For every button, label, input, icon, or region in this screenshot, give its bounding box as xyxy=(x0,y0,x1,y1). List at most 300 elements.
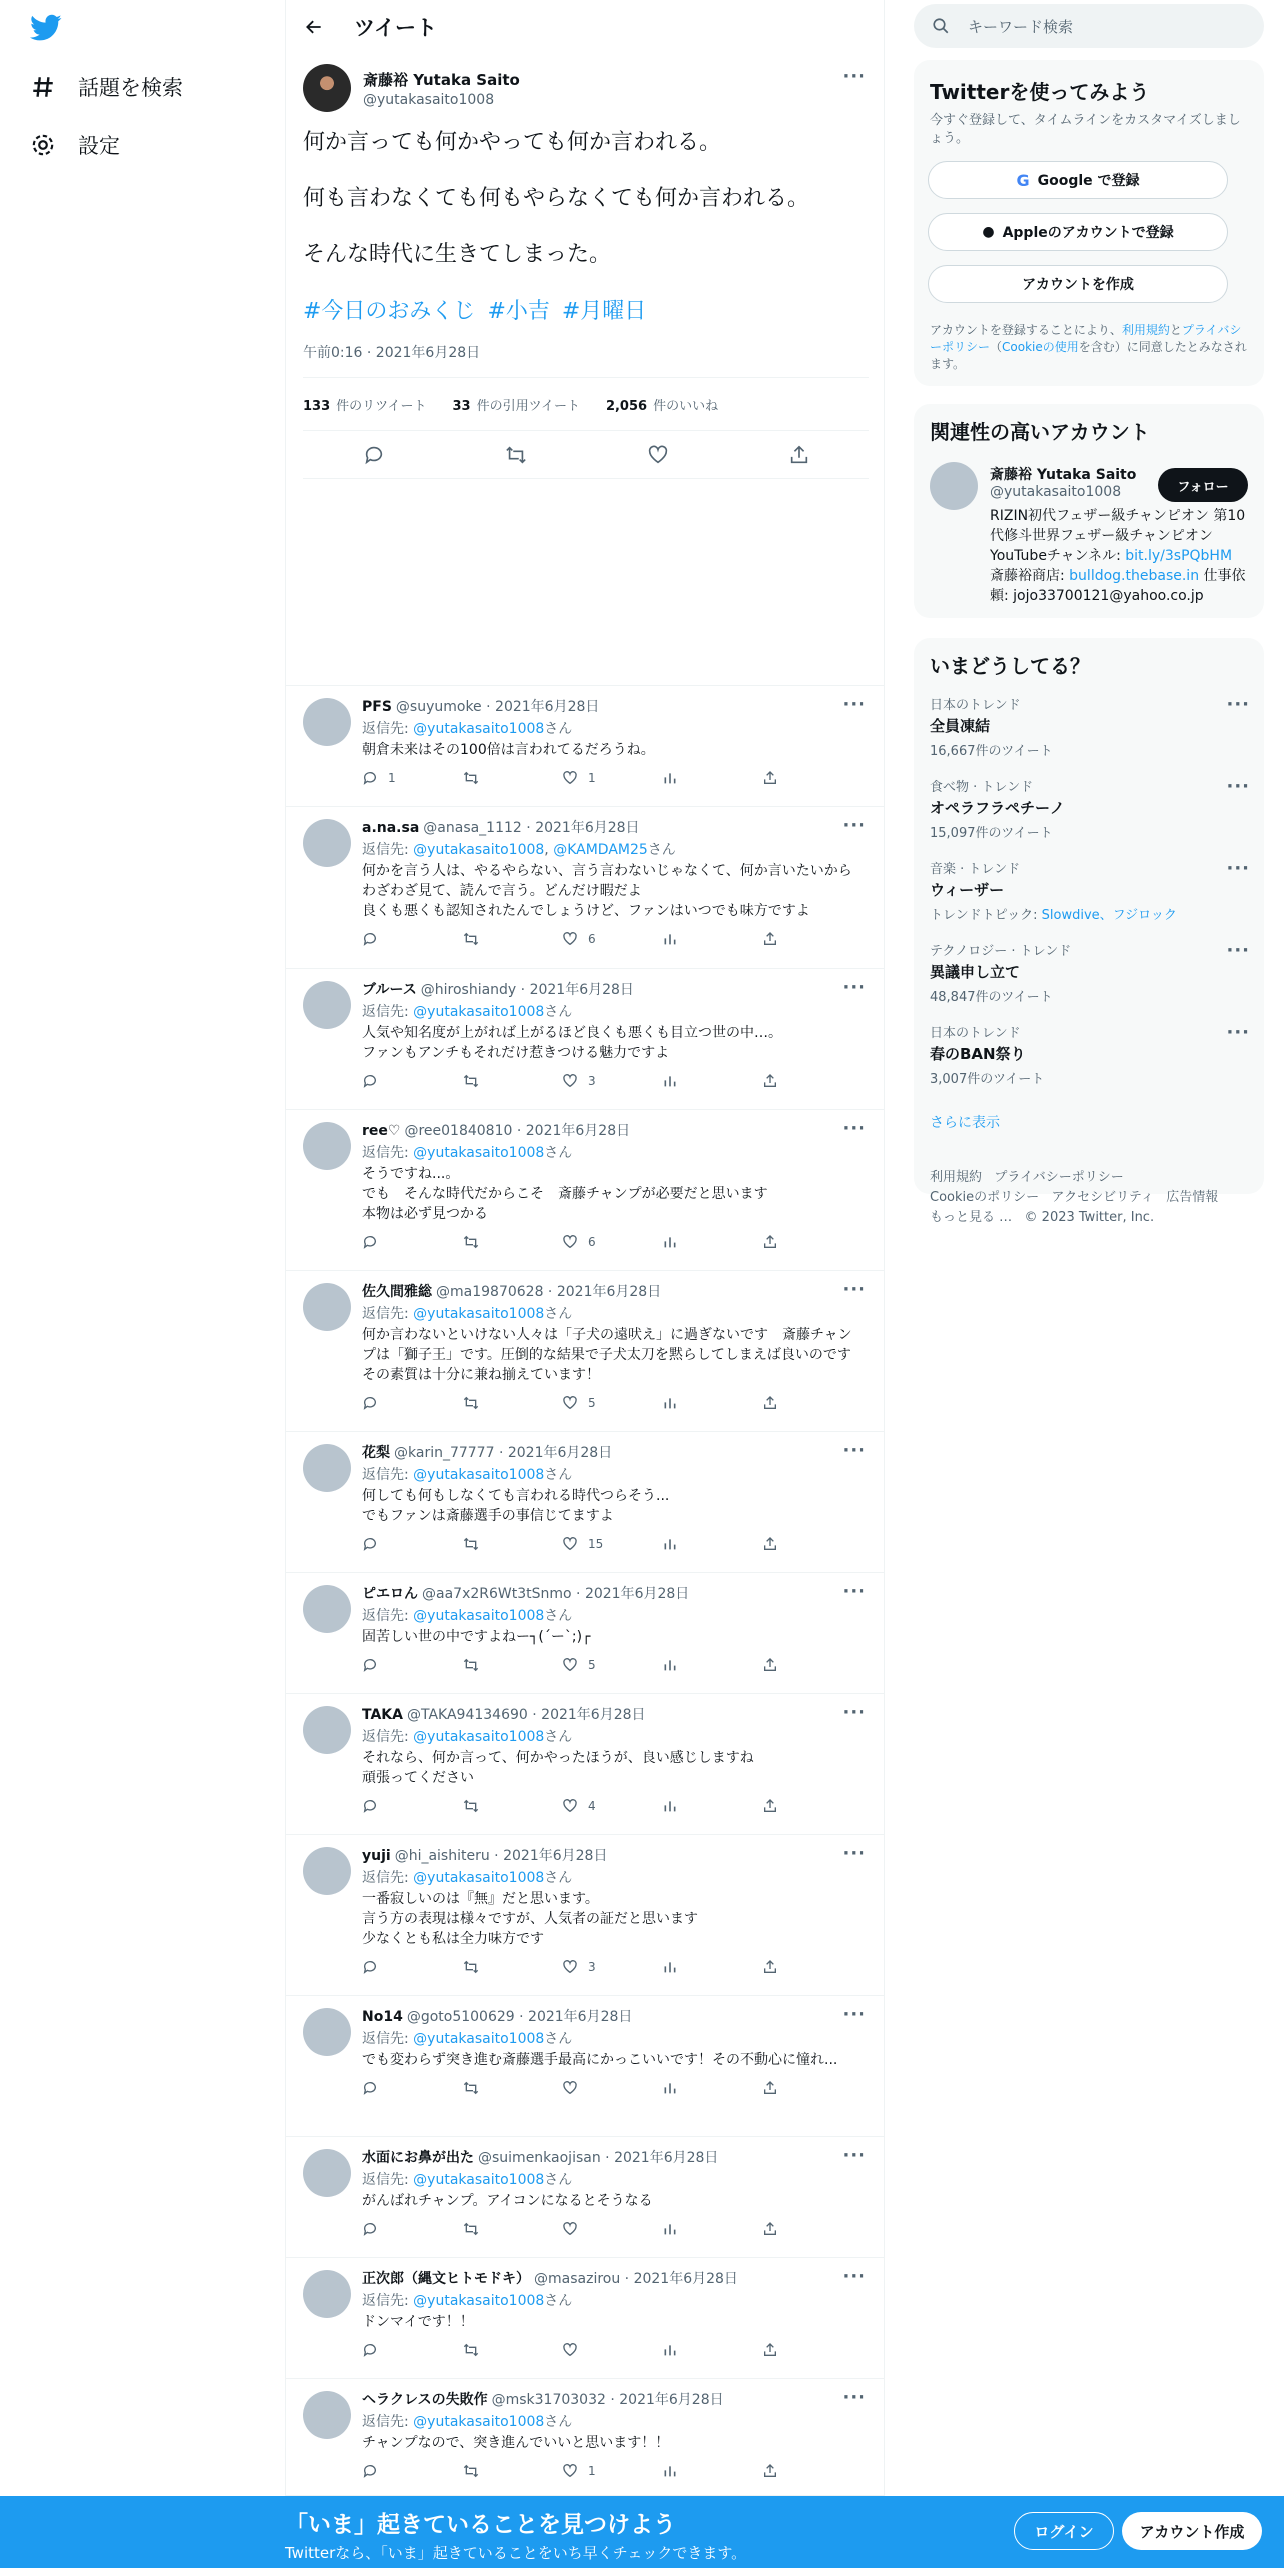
reply-tweet[interactable]: ··· ブルース @hiroshiandy · 2021年6月28日 返信先: @yutakasaito1008さん 人気や知名度が上がれば上がるほど良くも悪くも目立つ世の中…。 ファンもアンチもそれだけ惹きつける魅力ですよ 3 xyxy=(286,969,884,1110)
signup-terms: アカウントを登録することにより、利用規約とプライバシーポリシー（Cookieの使用を含む）に同意したとみなされます。 xyxy=(930,323,1247,371)
trend-topic-links[interactable]: Slowdive、フジロック xyxy=(1041,908,1177,923)
reply-to-link[interactable]: @yutakasaito1008 xyxy=(413,721,545,737)
reply-to-link[interactable]: @yutakasaito1008 xyxy=(413,1729,545,1745)
like-icon[interactable] xyxy=(562,1959,578,1975)
analytics-icon[interactable] xyxy=(662,1959,678,1975)
analytics-icon[interactable] xyxy=(662,2080,678,2096)
reply-tweet[interactable]: ··· 正次郎（縄文ヒトモドキ） @masazirou · 2021年6月28日 返信先: @yutakasaito1008さん ドンマイです！！ xyxy=(286,2258,884,2379)
show-more-link[interactable]: さらに表示 xyxy=(930,1115,1000,1131)
more-options-icon[interactable]: ··· xyxy=(842,1581,866,1602)
reply-date[interactable]: 2021年6月28日 xyxy=(556,1284,662,1300)
avatar[interactable] xyxy=(303,981,351,1029)
trend-item[interactable] xyxy=(930,694,1250,759)
reply-to-link[interactable]: @yutakasaito1008 xyxy=(413,1870,545,1886)
retweet-count[interactable]: 133 件のリツイート xyxy=(303,398,427,414)
reply-icon[interactable] xyxy=(362,931,378,947)
reply-icon[interactable] xyxy=(362,1395,378,1411)
search-input[interactable]: キーワード検索 xyxy=(968,17,1074,36)
search-icon xyxy=(932,17,950,35)
reply-tweet[interactable]: ··· 花梨 @karin_77777 · 2021年6月28日 返信先: @yutakasaito1008さん 何しても何もしなくても言われる時代つらそう... でもファンは斎藤選手の事信じてますよ 15 xyxy=(286,1432,884,1573)
like-icon[interactable] xyxy=(562,2221,578,2237)
reply-actions xyxy=(362,2463,862,2479)
trend-item[interactable] xyxy=(930,776,1250,841)
more-options-icon[interactable]: ··· xyxy=(842,815,866,836)
tweet-author[interactable] xyxy=(303,64,520,112)
like-icon[interactable] xyxy=(562,2342,578,2358)
reply-tweet[interactable]: ··· ヘラクレスの失敗作 @msk31703032 · 2021年6月28日 返信先: @yutakasaito1008さん チャンプなので、突き進んでいいと思います！！ 1 xyxy=(286,2379,884,2496)
reply-text: 何か言わないといけない人々は「子犬の遠吠え」に過ぎないです 斎藤チャンプは「獅子王」です。圧倒的な結果で子犬太刀を黙らしてしまえば良いのです その素質は十分に兼ね揃えています！ xyxy=(362,1327,865,1383)
follow-button[interactable]: フォロー xyxy=(1158,468,1248,502)
reply-text: そうですね...。 でも そんな時代だからこそ 斎藤チャンプが必要だと思います 本物は必ず見つかる xyxy=(362,1166,768,1222)
reply-author-handle[interactable]: @aa7x2R6Wt3tSnmo xyxy=(422,1586,572,1602)
reply-to: 返信先: @yutakasaito1008さん xyxy=(362,2031,573,2047)
hashtag-link[interactable]: #月曜日 xyxy=(561,299,647,324)
reply-actions xyxy=(362,2342,862,2358)
action-count: 5 xyxy=(588,1658,596,1672)
trend-name: 春のBAN祭り xyxy=(930,1045,1026,1063)
search-bar[interactable] xyxy=(914,4,1264,48)
trend-count: 15,097件のツイート xyxy=(930,826,1053,841)
more-options-icon[interactable]: ··· xyxy=(842,1843,866,1864)
hashtag-link[interactable]: #今日のおみくじ xyxy=(303,299,476,324)
related-accounts-card xyxy=(914,404,1264,618)
avatar[interactable] xyxy=(303,819,351,867)
tweet-actions xyxy=(303,431,869,479)
reply-text: ドンマイです！！ xyxy=(362,2314,474,2330)
avatar[interactable] xyxy=(303,2391,351,2439)
avatar[interactable] xyxy=(303,2270,351,2318)
reply-text: 何しても何もしなくても言われる時代つらそう... でもファンは斎藤選手の事信じてますよ xyxy=(362,1488,670,1524)
reply-actions xyxy=(362,1073,862,1089)
like-icon[interactable] xyxy=(562,1395,578,1411)
avatar[interactable] xyxy=(303,698,351,746)
google-signup-button[interactable]: G Google で登録 xyxy=(928,161,1228,199)
reply-author-name[interactable]: ヘラクレスの失敗作 xyxy=(362,2392,488,2408)
more-options-icon[interactable]: ··· xyxy=(842,66,866,87)
reply-to: 返信先: @yutakasaito1008さん xyxy=(362,1608,573,1624)
reply-icon[interactable] xyxy=(362,1657,378,1673)
reply-author-name[interactable]: 花梨 xyxy=(362,1445,390,1461)
share-icon[interactable] xyxy=(762,770,778,786)
back-arrow-icon[interactable] xyxy=(304,17,324,37)
trends-title: いまどうしてる？ xyxy=(930,654,1090,678)
page-title: ツイート xyxy=(354,16,437,40)
action-count: 3 xyxy=(588,1074,596,1088)
reply-author-handle[interactable]: @ma19870628 xyxy=(436,1284,544,1300)
analytics-icon[interactable] xyxy=(662,1536,678,1552)
analytics-icon[interactable] xyxy=(662,2342,678,2358)
action-count: 6 xyxy=(588,1235,596,1249)
retweet-icon[interactable] xyxy=(462,1395,480,1411)
analytics-icon[interactable] xyxy=(662,1395,678,1411)
analytics-icon[interactable] xyxy=(662,931,678,947)
trend-count: 3,007件のツイート xyxy=(930,1072,1045,1087)
reply-author-handle[interactable]: @masazirou xyxy=(534,2271,621,2287)
reply-author-name[interactable]: ブルース xyxy=(362,982,417,998)
reply-icon[interactable] xyxy=(362,1234,378,1250)
footer-link[interactable]: 広告情報 xyxy=(1166,1190,1219,1205)
reply-tweet[interactable]: ··· ree♡ @ree01840810 · 2021年6月28日 返信先: @yutakasaito1008さん そうですね...。 でも そんな時代だからこそ 斎藤チャンプが必要だと思います 本物は必ず見つかる 6 xyxy=(286,1110,884,1271)
reply-actions xyxy=(362,1395,862,1411)
share-icon[interactable] xyxy=(762,2463,778,2479)
like-icon[interactable] xyxy=(562,2080,578,2096)
avatar[interactable] xyxy=(303,2149,351,2197)
trend-name: 全員凍結 xyxy=(930,717,991,735)
analytics-icon[interactable] xyxy=(662,1657,678,1673)
reply-text: でも変わらず突き進む斎藤選手最高にかっこいいです！その不動心に憧れ... xyxy=(362,2052,838,2068)
nav-explore-label: 話題を検索 xyxy=(78,76,183,100)
retweet-icon[interactable] xyxy=(462,1234,480,1250)
nav-explore[interactable] xyxy=(30,72,183,102)
google-icon: G xyxy=(1016,170,1030,190)
reply-icon[interactable] xyxy=(362,2221,378,2237)
retweet-icon[interactable] xyxy=(462,1657,480,1673)
reply-to: 返信先: @yutakasaito1008さん xyxy=(362,2414,573,2430)
retweet-icon[interactable] xyxy=(504,444,528,466)
signup-desc: 今すぐ登録して、タイムラインをカスタマイズしましょう。 xyxy=(930,113,1241,146)
reply-to-link[interactable]: @yutakasaito1008 xyxy=(413,1467,545,1483)
share-icon[interactable] xyxy=(762,1073,778,1089)
reply-date[interactable]: 2021年6月28日 xyxy=(529,982,634,998)
reply-icon[interactable] xyxy=(362,2463,378,2479)
action-count: 6 xyxy=(588,932,596,946)
reply-to-link[interactable]: @yutakasaito1008 xyxy=(413,2414,545,2430)
share-icon[interactable] xyxy=(788,444,810,466)
footer-link[interactable]: アクセシビリティ xyxy=(1051,1190,1154,1205)
like-icon[interactable] xyxy=(562,770,578,786)
reply-icon[interactable] xyxy=(363,444,385,466)
more-options-icon[interactable]: ··· xyxy=(842,694,866,715)
analytics-icon[interactable] xyxy=(662,1073,678,1089)
analytics-icon[interactable] xyxy=(662,1798,678,1814)
reply-to: 返信先: @yutakasaito1008さん xyxy=(362,2293,573,2309)
more-options-icon[interactable]: ··· xyxy=(1226,858,1250,879)
related-title: 関連性の高いアカウント xyxy=(930,420,1150,444)
share-icon[interactable] xyxy=(762,2221,778,2237)
reply-actions xyxy=(362,1536,862,1552)
reply-author-name[interactable]: yuji xyxy=(362,1848,391,1864)
reply-actions xyxy=(362,931,862,947)
more-options-icon[interactable]: ··· xyxy=(1226,1022,1250,1043)
share-icon[interactable] xyxy=(762,1959,778,1975)
trend-item[interactable] xyxy=(930,858,1250,923)
terms-link[interactable]: 利用規約 xyxy=(1121,323,1170,337)
footer-link[interactable]: Cookieのポリシー xyxy=(930,1190,1040,1205)
reply-author-name[interactable]: 正次郎（縄文ヒトモドキ） xyxy=(362,2271,530,2287)
action-count: 1 xyxy=(588,771,596,785)
retweet-icon[interactable] xyxy=(462,2221,480,2237)
footer-links xyxy=(930,1166,1124,1185)
reply-date[interactable]: 2021年6月28日 xyxy=(525,1123,631,1139)
more-options-icon[interactable]: ··· xyxy=(842,1118,866,1139)
more-options-icon[interactable]: ··· xyxy=(842,2004,866,2025)
reply-actions xyxy=(362,2080,862,2096)
like-icon[interactable] xyxy=(562,1657,578,1673)
reply-to: 返信先: @yutakasaito1008さん xyxy=(362,1004,573,1020)
reply-tweet[interactable]: ··· TAKA @TAKA94134690 · 2021年6月28日 返信先: @yutakasaito1008さん それなら、何か言って、何かやったほうが、良い感じしますね 頑張ってください 4 xyxy=(286,1694,884,1835)
trend-count: 48,847件のツイート xyxy=(930,990,1053,1005)
reply-author-handle[interactable]: @goto5100629 xyxy=(406,2009,515,2025)
reply-author-name[interactable]: 水面にお鼻が出た xyxy=(362,2150,474,2166)
trend-item[interactable] xyxy=(930,940,1250,1005)
retweet-icon[interactable] xyxy=(462,931,480,947)
share-icon[interactable] xyxy=(762,2080,778,2096)
retweet-icon[interactable] xyxy=(462,2080,480,2096)
retweet-icon[interactable] xyxy=(462,1959,480,1975)
nav-settings[interactable] xyxy=(30,130,120,160)
reply-date[interactable]: 2021年6月28日 xyxy=(535,820,640,836)
avatar[interactable] xyxy=(303,1444,351,1492)
reply-icon[interactable] xyxy=(362,2080,378,2096)
like-icon[interactable] xyxy=(562,1073,578,1089)
reply-tweet[interactable]: ··· 佐久間雅総 @ma19870628 · 2021年6月28日 返信先: @yutakasaito1008さん 何か言わないといけない人々は「子犬の遠吠え」に過ぎないです 斎藤チャンプは「獅子王」です。圧倒的な結果で子犬太刀を黙らしてしまえば良いのです その素質は十分に兼ね揃えています！ 5 xyxy=(286,1271,884,1432)
more-options-icon[interactable]: ··· xyxy=(842,1440,866,1461)
like-icon[interactable] xyxy=(562,931,578,947)
more-options-icon[interactable]: ··· xyxy=(1226,694,1250,715)
avatar[interactable] xyxy=(303,1706,351,1754)
quote-count[interactable]: 33 件の引用ツイート xyxy=(452,398,580,414)
avatar[interactable] xyxy=(303,64,351,112)
signup-title: Twitterを使ってみよう xyxy=(930,80,1150,104)
reply-tweet[interactable]: ··· No14 @goto5100629 · 2021年6月28日 返信先: @yutakasaito1008さん でも変わらず突き進む斎藤選手最高にかっこいいです！その不動心に憧れ... xyxy=(286,1996,884,2137)
reply-icon[interactable] xyxy=(362,1959,378,1975)
related-bio: RIZIN初代フェザー級チャンピオン 第10代修斗世界フェザー級チャンピオン YouTubeチャンネル: bit.ly/3sPQbHM 斎藤裕商店: bulldog.thebase.in 仕事依頼: jojo33700121@yahoo.co.jp xyxy=(990,508,1246,604)
reply-date[interactable]: 2021年6月28日 xyxy=(584,1586,690,1602)
reply-date[interactable]: 2021年6月28日 xyxy=(528,2009,633,2025)
avatar[interactable] xyxy=(303,1122,351,1170)
tweet-timestamp[interactable]: 午前0:16 · 2021年6月28日 xyxy=(303,345,481,361)
reply-date[interactable]: 2021年6月28日 xyxy=(619,2392,724,2408)
privacy-link[interactable]: プライバシーポリシー xyxy=(930,323,1242,354)
main-header xyxy=(286,0,884,54)
retweet-icon[interactable] xyxy=(462,1073,480,1089)
more-options-icon[interactable]: ··· xyxy=(842,977,866,998)
reply-author-handle[interactable]: @hi_aishiteru xyxy=(394,1848,490,1864)
reply-text: 何かを言う人は、やるやらない、言う言わないじゃなくて、何か言いたいからわざわざ見て、読んで言う。どんだけ暇だよ 良くも悪くも認知されたんでしょうけど、ファンはいつでも味方ですよ xyxy=(362,863,852,919)
reply-author-handle[interactable]: @karin_77777 xyxy=(394,1445,495,1461)
reply-icon[interactable] xyxy=(362,1536,378,1552)
action-count: 4 xyxy=(588,1799,596,1813)
reply-to-link[interactable]: @yutakasaito1008 xyxy=(413,1608,545,1624)
tweet-text-line: 何も言わなくても何もやらなくても何か言われる。 xyxy=(303,186,810,211)
trend-item[interactable] xyxy=(930,1022,1250,1087)
reply-date[interactable]: 2021年6月28日 xyxy=(614,2150,719,2166)
analytics-icon[interactable] xyxy=(662,2221,678,2237)
trend-name: オペラフラペチーノ xyxy=(930,799,1065,817)
tweet-stats xyxy=(303,377,869,431)
reply-author-name[interactable]: ree♡ xyxy=(362,1123,401,1139)
share-icon[interactable] xyxy=(762,2342,778,2358)
copyright: © 2023 Twitter, Inc. xyxy=(1024,1210,1155,1225)
twitter-logo-icon[interactable] xyxy=(30,14,62,46)
reply-actions xyxy=(362,2221,862,2237)
reply-text: がんばれチャンプ。アイコンになるとそうなる xyxy=(362,2193,653,2209)
reply-date[interactable]: 2021年6月28日 xyxy=(541,1707,646,1723)
footer-link[interactable]: プライバシーポリシー xyxy=(994,1170,1124,1185)
apple-signup-button[interactable]: ● Appleのアカウントで登録 xyxy=(928,213,1228,251)
analytics-icon[interactable] xyxy=(662,1234,678,1250)
avatar[interactable] xyxy=(930,462,978,510)
more-options-icon[interactable]: ··· xyxy=(1226,940,1250,961)
more-options-icon[interactable]: ··· xyxy=(842,2145,866,2166)
reply-icon[interactable] xyxy=(362,2342,378,2358)
bottom-title: 「いま」起きていることを見つけよう xyxy=(285,2512,676,2538)
cookie-link[interactable]: Cookieの使用 xyxy=(1002,340,1079,354)
tweet-text-line: そんな時代に生きてしまった。 xyxy=(303,242,612,267)
like-icon[interactable] xyxy=(647,444,669,466)
apple-icon: ● xyxy=(982,224,995,240)
hashtag-icon xyxy=(30,74,56,100)
reply-text: それなら、何か言って、何かやったほうが、良い感じしますね 頑張ってください xyxy=(362,1750,754,1786)
nav-settings-label: 設定 xyxy=(78,134,120,158)
retweet-icon[interactable] xyxy=(462,2342,480,2358)
footer-links xyxy=(930,1186,1218,1205)
retweet-icon[interactable] xyxy=(462,1536,480,1552)
share-icon[interactable] xyxy=(762,1798,778,1814)
reply-tweet[interactable]: ··· a.na.sa @anasa_1112 · 2021年6月28日 返信先: @yutakasaito1008, @KAMDAM25さん 何かを言う人は、やるやらない、言う言わないじゃなくて、何か言いたいからわざわざ見て、読んで言う。どんだけ暇だよ 良くも悪くも認知されたんでしょうけど、ファンはいつでも味方ですよ 6 xyxy=(286,807,884,969)
reply-author-handle[interactable]: @msk31703032 xyxy=(491,2392,606,2408)
bio-link[interactable]: bit.ly/3sPQbHM xyxy=(1125,548,1233,564)
retweet-icon[interactable] xyxy=(462,2463,480,2479)
gear-icon xyxy=(30,132,56,158)
like-icon[interactable] xyxy=(562,1536,578,1552)
share-icon[interactable] xyxy=(762,1657,778,1673)
reply-to: 返信先: @yutakasaito1008さん xyxy=(362,721,573,737)
reply-to-link[interactable]: @KAMDAM25 xyxy=(553,842,648,858)
reply-to: 返信先: @yutakasaito1008さん xyxy=(362,1306,573,1322)
trends-card xyxy=(914,638,1264,1194)
reply-date[interactable]: 2021年6月28日 xyxy=(495,699,600,715)
login-button[interactable]: ログイン xyxy=(1014,2512,1114,2550)
more-options-icon[interactable]: ··· xyxy=(842,1279,866,1300)
more-options-icon[interactable]: ··· xyxy=(842,2266,866,2287)
analytics-icon[interactable] xyxy=(662,2463,678,2479)
retweet-icon[interactable] xyxy=(462,1798,480,1814)
reply-to: 返信先: @yutakasaito1008さん xyxy=(362,1729,573,1745)
reply-actions xyxy=(362,1959,862,1975)
reply-author-name[interactable]: a.na.sa xyxy=(362,820,420,836)
avatar[interactable] xyxy=(303,1847,351,1895)
action-count: 15 xyxy=(588,1537,604,1551)
reply-icon[interactable] xyxy=(362,1798,378,1814)
bio-link[interactable]: bulldog.thebase.in xyxy=(1069,568,1200,584)
reply-icon[interactable] xyxy=(362,1073,378,1089)
more-options-icon[interactable]: ··· xyxy=(842,2387,866,2408)
like-count[interactable]: 2,056 件のいいね xyxy=(605,398,719,414)
create-account-button[interactable]: アカウントを作成 xyxy=(928,265,1228,303)
reply-to: 返信先: @yutakasaito1008さん xyxy=(362,1870,573,1886)
trend-category: 日本のトレンド xyxy=(930,1026,1021,1041)
tweet-hashtags xyxy=(303,294,646,325)
avatar[interactable] xyxy=(303,1585,351,1633)
reply-author-handle[interactable]: @suyumoke xyxy=(395,699,482,715)
reply-tweet[interactable]: ··· PFS @suyumoke · 2021年6月28日 返信先: @yutakasaito1008さん 朝倉未来はその100倍は言われてるだろうね。 1 1 xyxy=(286,686,884,807)
empty-area xyxy=(286,479,884,686)
reply-to-link[interactable]: @yutakasaito1008 xyxy=(413,1145,545,1161)
analytics-icon[interactable] xyxy=(662,770,678,786)
reply-text: 人気や知名度が上がれば上がるほど良くも悪くも目立つ世の中…。 ファンもアンチもそれだけ惹きつける魅力ですよ xyxy=(362,1025,782,1061)
reply-author-handle[interactable]: @ree01840810 xyxy=(404,1123,513,1139)
tweet-text-line: 何か言っても何かやっても何か言われる。 xyxy=(303,130,722,155)
reply-author-name[interactable]: TAKA xyxy=(362,1707,403,1723)
hashtag-link[interactable]: #小吉 xyxy=(487,299,550,324)
reply-to-link[interactable]: @yutakasaito1008 xyxy=(413,1306,545,1322)
reply-author-handle[interactable]: @hiroshiandy xyxy=(420,982,517,998)
share-icon[interactable] xyxy=(762,931,778,947)
share-icon[interactable] xyxy=(762,1234,778,1250)
reply-actions xyxy=(362,1798,862,1814)
more-options-icon[interactable]: ··· xyxy=(1226,776,1250,797)
author-handle[interactable]: @yutakasaito1008 xyxy=(363,91,495,108)
reply-to-link[interactable]: @yutakasaito1008 xyxy=(413,1004,545,1020)
related-handle[interactable]: @yutakasaito1008 xyxy=(990,484,1122,500)
reply-to-link[interactable]: @yutakasaito1008 xyxy=(413,2031,545,2047)
footer-links xyxy=(930,1206,1154,1225)
reply-author-handle[interactable]: @anasa_1112 xyxy=(423,820,522,836)
reply-author-name[interactable]: No14 xyxy=(362,2009,403,2025)
reply-author-handle[interactable]: @suimenkaojisan xyxy=(478,2150,601,2166)
reply-text: 朝倉未来はその100倍は言われてるだろうね。 xyxy=(362,742,655,758)
like-icon[interactable] xyxy=(562,1798,578,1814)
reply-to-link[interactable]: @yutakasaito1008 xyxy=(413,842,545,858)
trend-name: ウィーザー xyxy=(930,881,1005,899)
trend-category: テクノロジー · トレンド xyxy=(930,944,1072,959)
reply-date[interactable]: 2021年6月28日 xyxy=(633,2271,738,2287)
signup-card xyxy=(914,60,1264,386)
reply-tweet[interactable]: ··· 水面にお鼻が出た @suimenkaojisan · 2021年6月28日 返信先: @yutakasaito1008さん がんばれチャンプ。アイコンになるとそうなる xyxy=(286,2137,884,2258)
bottom-signup-bar xyxy=(0,2496,1284,2568)
like-icon[interactable] xyxy=(562,1234,578,1250)
reply-to-link[interactable]: @yutakasaito1008 xyxy=(413,2293,545,2309)
reply-to: 返信先: @yutakasaito1008さん xyxy=(362,1467,573,1483)
reply-actions xyxy=(362,1234,862,1250)
reply-author-name[interactable]: PFS xyxy=(362,699,392,715)
reply-text: 固苦しい世の中ですよねー┐(´ー`;)┌ xyxy=(362,1629,591,1645)
trend-category: 食べ物 · トレンド xyxy=(930,780,1034,795)
trend-category: 音楽 · トレンド xyxy=(930,862,1021,877)
footer-link[interactable]: 利用規約 xyxy=(930,1170,983,1185)
signup-button[interactable]: アカウント作成 xyxy=(1122,2512,1262,2550)
reply-date[interactable]: 2021年6月28日 xyxy=(507,1445,613,1461)
avatar[interactable] xyxy=(303,1283,351,1331)
reply-actions xyxy=(362,1657,862,1673)
reply-date[interactable]: 2021年6月28日 xyxy=(503,1848,608,1864)
bottom-subtitle: Twitterなら、「いま」起きていることをいち早くチェックできます。 xyxy=(285,2544,747,2562)
action-count: 3 xyxy=(588,1960,596,1974)
like-icon[interactable] xyxy=(562,2463,578,2479)
retweet-icon[interactable] xyxy=(462,770,480,786)
reply-author-handle[interactable]: @TAKA94134690 xyxy=(406,1707,528,1723)
avatar[interactable] xyxy=(303,2008,351,2056)
share-icon[interactable] xyxy=(762,1395,778,1411)
reply-text: チャンプなので、突き進んでいいと思います！！ xyxy=(362,2435,670,2451)
trend-count: 16,667件のツイート xyxy=(930,744,1053,759)
reply-author-name[interactable]: 佐久間雅総 xyxy=(362,1284,432,1300)
related-name[interactable]: 斎藤裕 Yutaka Saito xyxy=(990,467,1137,483)
more-options-icon[interactable]: ··· xyxy=(842,1702,866,1723)
reply-tweet[interactable]: ··· yuji @hi_aishiteru · 2021年6月28日 返信先: @yutakasaito1008さん 一番寂しいのは『無』だと思います。 言う方の表現は様々ですが、人気者の証だと思います 少なくとも私は全力味方です 3 xyxy=(286,1835,884,1996)
reply-tweet[interactable]: ··· ピエロん @aa7x2R6Wt3tSnmo · 2021年6月28日 返信先: @yutakasaito1008さん 固苦しい世の中ですよねー┐(´ー`;)┌ 5 xyxy=(286,1573,884,1694)
reply-to: 返信先: @yutakasaito1008さん xyxy=(362,1145,573,1161)
footer-more-link[interactable]: もっと見る … xyxy=(930,1210,1013,1225)
reply-to-link[interactable]: @yutakasaito1008 xyxy=(413,2172,545,2188)
reply-to: 返信先: @yutakasaito1008, @KAMDAM25さん xyxy=(362,842,676,858)
reply-icon[interactable] xyxy=(362,770,378,786)
author-name[interactable]: 斎藤裕 Yutaka Saito xyxy=(363,70,520,89)
reply-actions xyxy=(362,770,862,786)
share-icon[interactable] xyxy=(762,1536,778,1552)
reply-author-name[interactable]: ピエロん xyxy=(362,1586,418,1602)
